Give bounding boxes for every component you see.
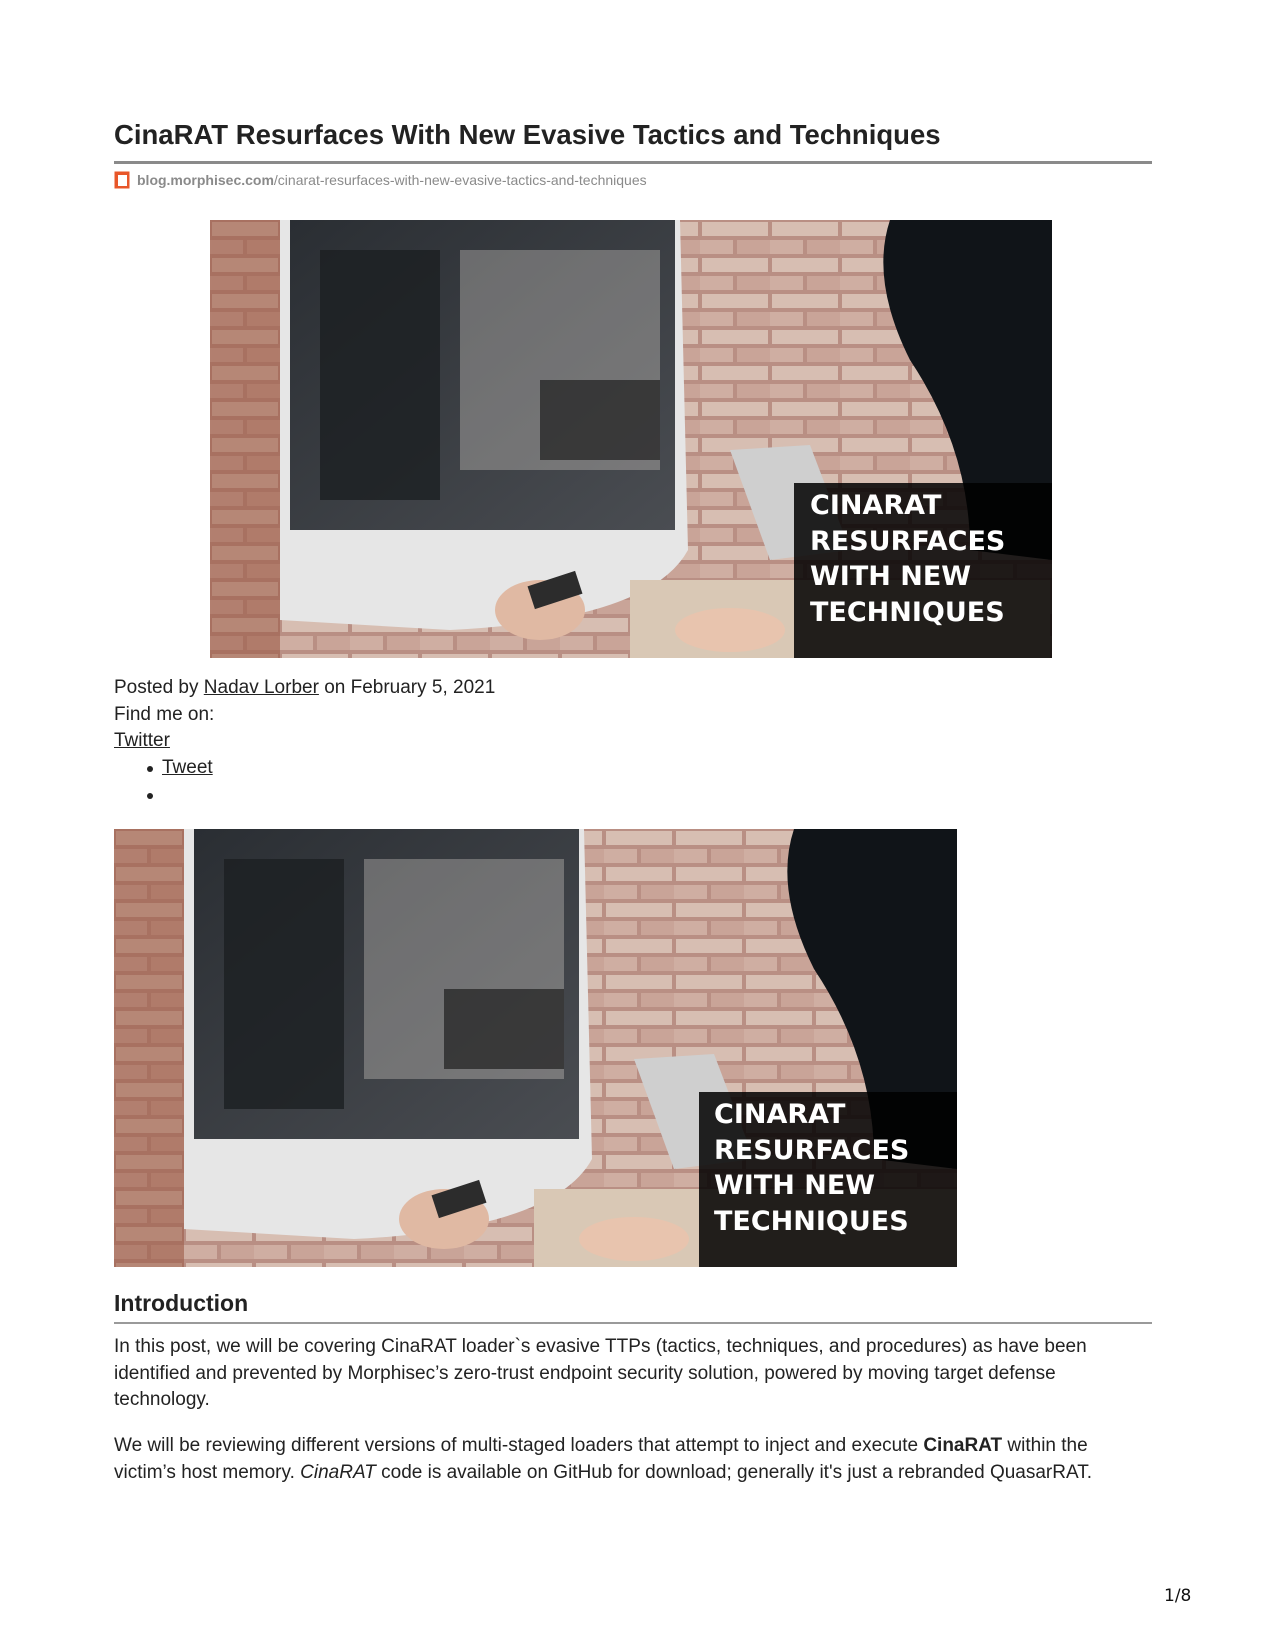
hero-caption-line: WITH NEW [810,561,972,592]
intro-paragraph-1: In this post, we will be covering CinaRAT loader`s evasive TTPs (tactics, techniques, and procedures) as have been identified and prevented by Morphisec’s zero-trust endpoint security solution, powered by moving target defense technology. [114,1336,1087,1410]
tweet-link[interactable]: Tweet [162,757,213,778]
p2-italic: CinaRAT [300,1461,376,1483]
hero-image [210,220,1052,658]
intro-paragraph-2 [114,1433,1152,1486]
hero-caption-line: TECHNIQUES [810,597,1005,628]
source-domain: blog.morphisec.com [137,172,274,188]
list-item [162,782,213,809]
p2-text-a: We will be reviewing different versions of multi-staged loaders that attempt to inject and execute [114,1435,924,1456]
post-date: on February 5, 2021 [324,677,496,698]
find-me-label: Find me on: [114,703,215,725]
image-caption-line: WITH NEW [714,1170,876,1201]
twitter-link[interactable]: Twitter [114,730,170,751]
section-heading: Introduction [114,1290,249,1316]
list-item [162,755,213,782]
article-title: CinaRAT Resurfaces With New Evasive Tactics and Techniques [114,119,941,150]
document-icon [114,171,130,189]
social-links [114,728,170,755]
section-divider [114,1322,1152,1324]
image-caption-line: RESURFACES [714,1135,910,1166]
image-caption-line: TECHNIQUES [714,1206,909,1237]
byline [114,675,495,728]
p2-text-c: code is available on GitHub for download; generally it's just a rebranded QuasarRAT. [375,1461,1093,1483]
hero-caption-line: CINARAT [810,490,942,521]
share-list [162,755,213,808]
author-link[interactable]: Nadav Lorber [203,677,319,698]
hero-caption-line: RESURFACES [810,526,1006,557]
article-image [114,829,957,1267]
image-caption-line: CINARAT [714,1099,846,1130]
page-number: 1/8 [1164,1586,1192,1606]
byline-prefix: Posted by [114,677,199,698]
p2-bold: CinaRAT [923,1435,1003,1456]
title-divider [114,161,1152,164]
p2-text-b: within the victim’s host memory. [114,1435,1088,1483]
source-path: /cinarat-resurfaces-with-new-evasive-tactics-and-techniques [273,172,647,188]
source-url[interactable] [114,170,647,190]
